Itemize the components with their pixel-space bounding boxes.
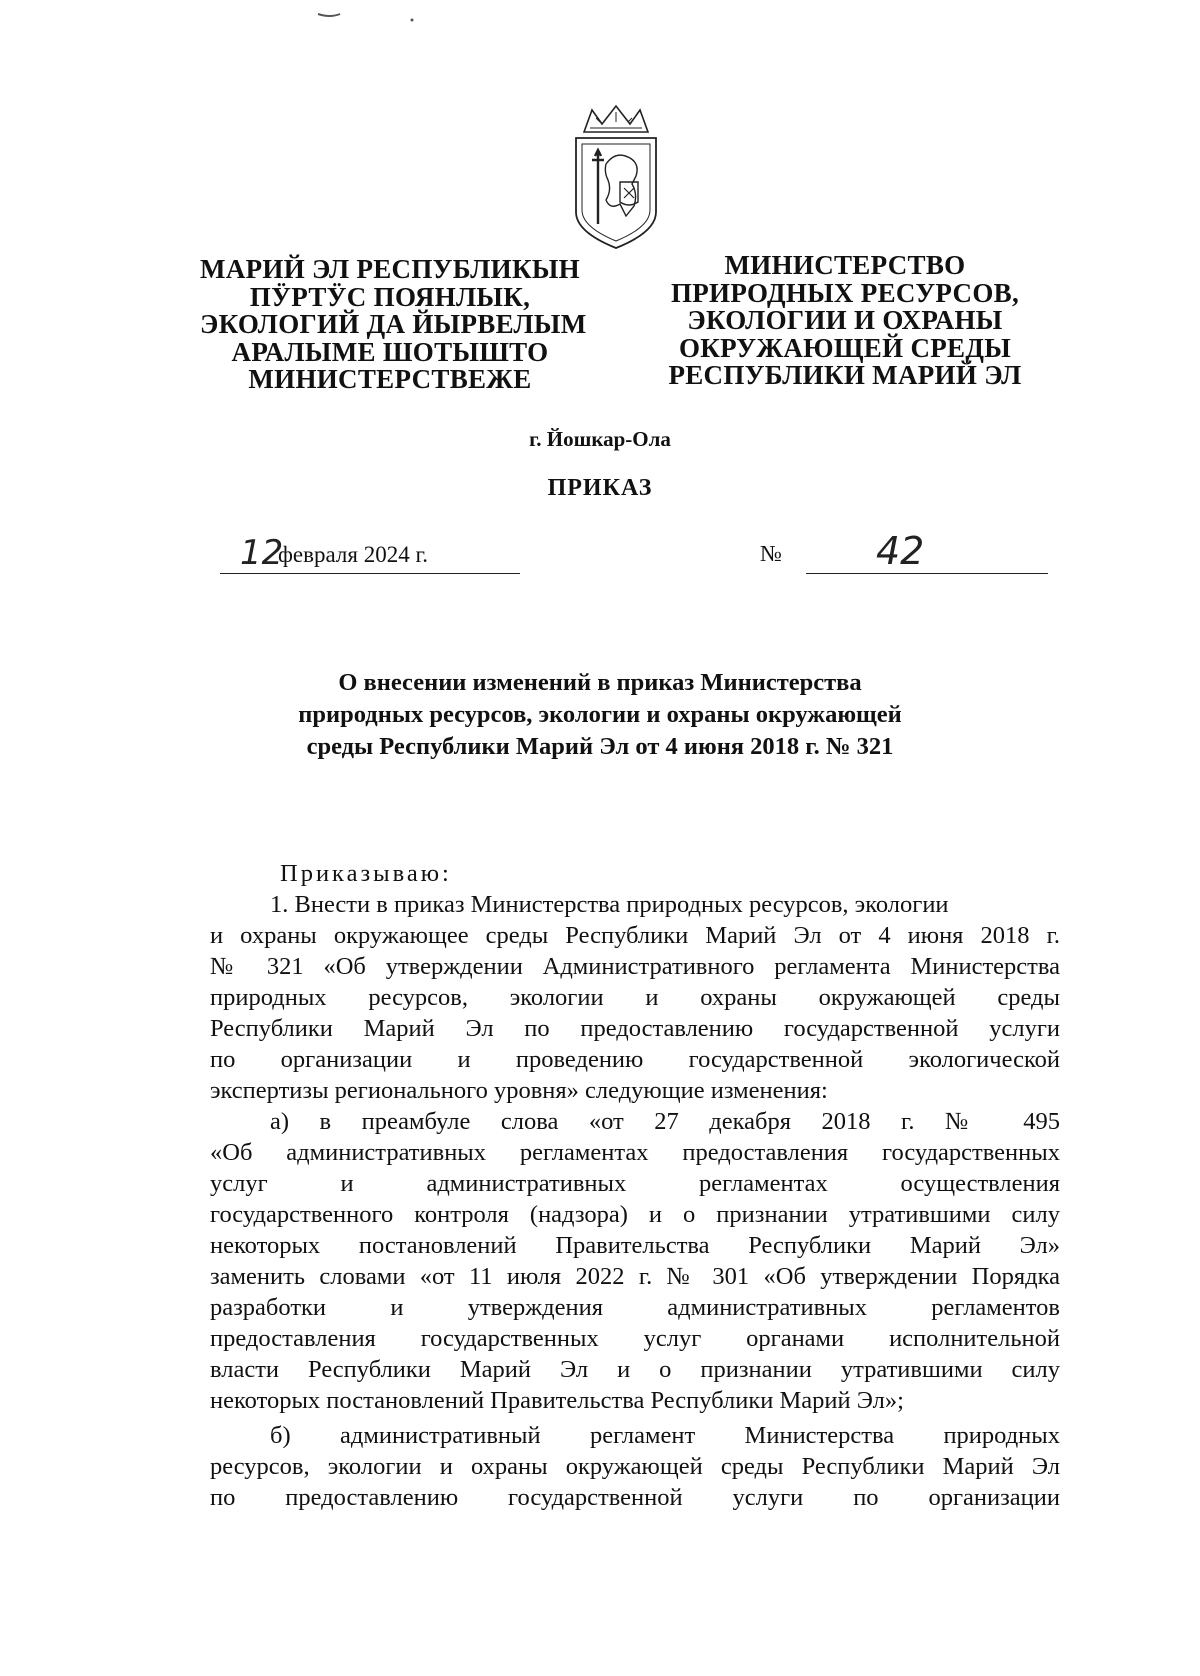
date-day-handwritten: 12 <box>240 533 284 573</box>
coat-of-arms-emblem <box>566 102 666 252</box>
body-line: ресурсов, экологии и охраны окружающей среды Республики Марий Эл <box>210 1453 1060 1480</box>
body-line: предоставления государственных услуг органами исполнительной <box>210 1325 1060 1352</box>
order-number-handwritten: 42 <box>876 529 925 573</box>
org-name-mari-line: АРАЛЫМЕ ШОТЫШТО <box>231 336 549 367</box>
city-name: г. Йошкар-Ола <box>529 427 671 451</box>
org-name-mari-line: МИНИСТЕРСТВЕЖЕ <box>248 364 532 394</box>
org-name-mari-line: ПӰРТӰС ПОЯНЛЫК, <box>249 281 531 312</box>
org-name-russian-line: РЕСПУБЛИКИ МАРИЙ ЭЛ <box>668 360 1022 390</box>
order-number <box>806 529 1048 574</box>
org-name-russian-line: ОКРУЖАЮЩЕЙ СРЕДЫ <box>678 332 1012 363</box>
order-subject <box>0 667 1200 763</box>
body-line: услуг и административных регламентах осуществления <box>210 1170 1060 1197</box>
body-line: природных ресурсов, экологии и охраны окружающей среды <box>210 984 1060 1011</box>
body-line: 1. Внести в приказ Министерства природных ресурсов, экологии <box>270 891 949 918</box>
date-month-year: февраля 2024 г. <box>278 542 429 567</box>
order-date <box>220 533 520 574</box>
body-line: разработки и утверждения административных регламентов <box>210 1294 1060 1321</box>
subject-line: среды Республики Марий Эл от 4 июня 2018 г. № 321 <box>306 733 894 760</box>
document-type-title: ПРИКАЗ <box>547 475 653 501</box>
body-line: власти Республики Марий Эл и о признании утратившими силу <box>210 1356 1060 1383</box>
org-name-mari <box>200 254 587 394</box>
order-body <box>210 858 1060 1513</box>
body-line: б) административный регламент Министерства природных <box>270 1422 1060 1449</box>
body-line: по организации и проведению государственной экологической <box>210 1046 1060 1073</box>
body-line: заменить словами «от 11 июля 2022 г. № 301 «Об утверждении Порядка <box>210 1263 1060 1290</box>
number-sign: № <box>760 541 782 566</box>
scan-marks <box>0 0 1200 80</box>
body-line: по предоставлению государственной услуги по организации <box>210 1484 1060 1511</box>
order-word: Приказываю: <box>280 860 452 887</box>
body-line: экспертизы регионального уровня» следующие изменения: <box>210 1077 828 1104</box>
org-name-mari-line: ЭКОЛОГИЙ ДА ЙЫРВЕЛЫМ <box>200 309 587 339</box>
subject-line: О внесении изменений в приказ Министерства <box>338 669 862 696</box>
body-line: государственного контроля (надзора) и о признании утратившими силу <box>210 1201 1060 1228</box>
body-line: Республики Марий Эл по предоставлению государственной услуги <box>210 1015 1060 1042</box>
org-name-russian-line: МИНИСТЕРСТВО <box>724 250 966 280</box>
org-name-russian-line: ЭКОЛОГИИ И ОХРАНЫ <box>687 305 1003 335</box>
body-line: «Об административных регламентах предоставления государственных <box>210 1139 1060 1166</box>
body-line: № 321 «Об утверждении Административного регламента Министерства <box>210 953 1060 980</box>
subject-line: природных ресурсов, экологии и охраны окружающей <box>298 701 902 728</box>
org-name-mari-line: МАРИЙ ЭЛ РЕСПУБЛИКЫН <box>200 254 580 284</box>
org-name-russian-line: ПРИРОДНЫХ РЕСУРСОВ, <box>670 277 1020 308</box>
body-line: и охраны окружающее среды Республики Марий Эл от 4 июня 2018 г. <box>210 922 1060 949</box>
org-name-russian <box>650 252 1040 390</box>
body-line: некоторых постановлений Правительства Республики Марий Эл» <box>210 1232 1060 1259</box>
body-line: а) в преамбуле слова «от 27 декабря 2018 г. № 495 <box>270 1108 1060 1135</box>
body-line: некоторых постановлений Правительства Республики Марий Эл»; <box>210 1387 904 1414</box>
